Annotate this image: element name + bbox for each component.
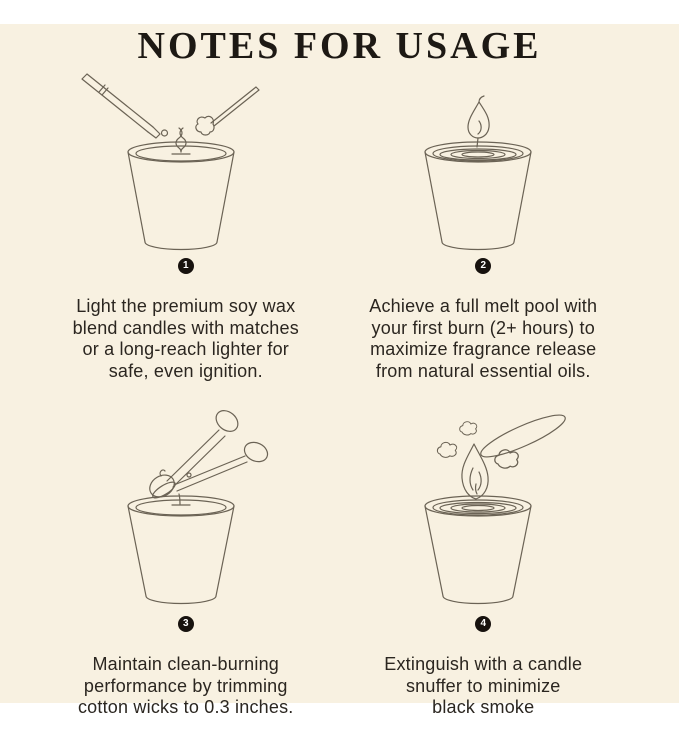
candle-lighting-illustration	[61, 74, 311, 254]
step-1	[0, 74, 340, 400]
step-2	[340, 74, 679, 400]
step-description	[73, 296, 299, 382]
notes-for-usage-infographic	[0, 24, 679, 703]
text-line: cotton wicks to 0.3 inches.	[78, 697, 294, 719]
snuffer-illustration	[358, 406, 608, 612]
lighter-icon	[82, 74, 168, 138]
text-line: Light the premium soy wax	[73, 296, 299, 318]
text-line: Achieve a full melt pool with	[369, 296, 597, 318]
flame-icon	[462, 444, 488, 499]
text-line: maximize fragrance release	[369, 339, 597, 361]
snuffer-candle-icon	[358, 406, 608, 612]
step-number-badge: 4	[475, 616, 491, 632]
text-line: or a long-reach lighter for	[73, 339, 299, 361]
step-number-badge: 1	[178, 258, 194, 274]
page-title: NOTES FOR USAGE	[0, 24, 679, 68]
snuffer-lid-icon	[477, 408, 569, 464]
candle-jar-icon	[128, 496, 234, 603]
candle-lighting-icon	[61, 74, 311, 254]
wick-trimmer-candle-icon	[61, 406, 311, 612]
match-flame-icon	[196, 116, 214, 135]
text-line: safe, even ignition.	[73, 361, 299, 383]
step-number-badge: 2	[475, 258, 491, 274]
step-description	[384, 654, 582, 719]
flame-icon	[468, 96, 489, 147]
text-line: snuffer to minimize	[384, 676, 582, 698]
text-line: from natural essential oils.	[369, 361, 597, 383]
text-line: Maintain clean-burning	[78, 654, 294, 676]
wick-trimmer-icon	[145, 406, 270, 501]
wick-icon	[172, 128, 190, 154]
melt-pool-icon	[358, 74, 608, 254]
text-line: your first burn (2+ hours) to	[369, 318, 597, 340]
melt-pool-illustration	[358, 74, 608, 254]
ripples-icon	[440, 149, 516, 160]
step-4	[340, 400, 679, 737]
smoke-puffs-icon	[438, 422, 519, 468]
wick-trimming-illustration	[61, 406, 311, 612]
match-icon	[196, 87, 259, 135]
step-description	[78, 654, 294, 719]
steps-grid	[0, 74, 679, 737]
step-description	[369, 296, 597, 382]
step-number-badge: 3	[178, 616, 194, 632]
text-line: black smoke	[384, 697, 582, 719]
text-line: Extinguish with a candle	[384, 654, 582, 676]
candle-jar-icon	[128, 142, 234, 250]
ripples-icon	[440, 503, 516, 514]
step-3	[0, 400, 340, 737]
text-line: performance by trimming	[78, 676, 294, 698]
text-line: blend candles with matches	[73, 318, 299, 340]
